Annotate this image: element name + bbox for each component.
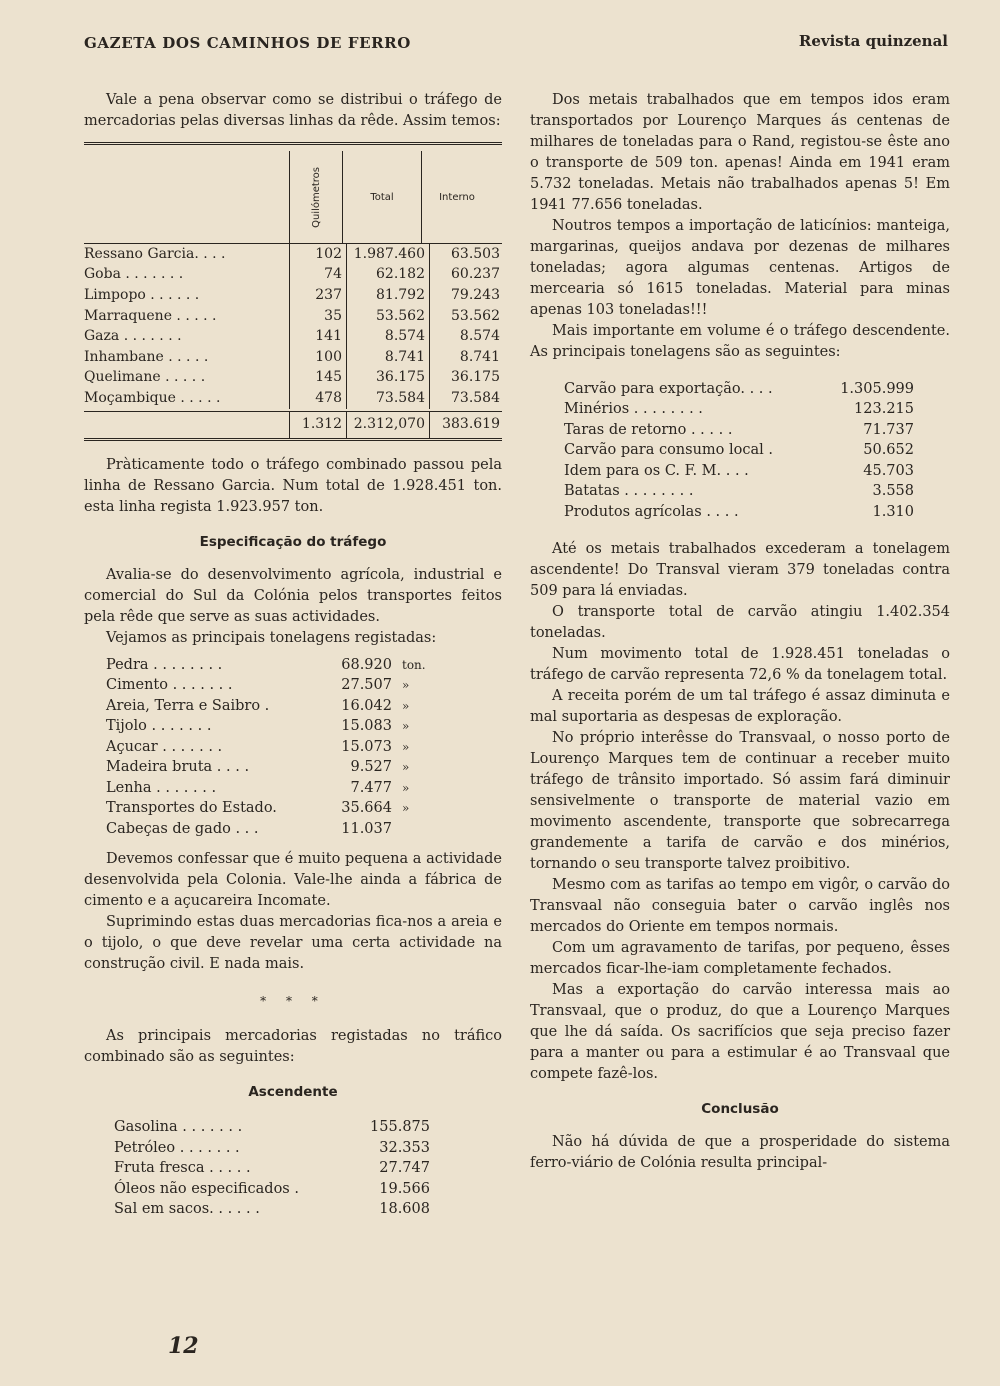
line-interno: 60.237 (429, 265, 500, 286)
list-item (564, 420, 950, 441)
item-name: Carvão para exportação. . . . (564, 380, 773, 397)
paragraph: Mais importante em volume é o tráfego descendente. As principais tonelagens são as seguintes: (530, 323, 950, 360)
table-row (84, 388, 502, 409)
list-item (564, 441, 950, 462)
item-name: Lenha . . . . . . . (106, 779, 217, 796)
item-unit: ton. (402, 657, 426, 672)
line-interno: 8.741 (429, 347, 500, 368)
item-name: Areia, Terra e Saibro . (106, 697, 270, 714)
list-item (114, 1158, 502, 1179)
line-km: 145 (289, 368, 346, 389)
item-value: 15.083 (341, 718, 392, 734)
item-name: Tijolo . . . . . . . (106, 718, 212, 734)
list-item (564, 502, 950, 523)
line-interno: 36.175 (429, 368, 500, 389)
line-interno: 79.243 (429, 285, 500, 306)
line-km: 237 (289, 285, 346, 306)
paragraph: Mas a exportação do carvão interessa mais ao Transvaal, que o produz, do que a Lourenço Marques que lhe dá saída. Os sacrifícios que seja preciso fazer para a manter ou para a estimular é ao Transvaal que compete fazê-los. (530, 981, 950, 1082)
item-value: 7.477 (350, 779, 392, 796)
line-total: 1.987.460 (346, 244, 429, 265)
item-name: Transportes do Estado. (106, 800, 277, 816)
item-unit: » (402, 698, 410, 713)
item-name: Idem para os C. F. M. . . . (564, 462, 749, 479)
list-item (106, 696, 502, 717)
item-value: 11.037 (341, 820, 392, 837)
line-interno: 8.574 (429, 326, 500, 347)
item-value: 32.353 (379, 1139, 430, 1156)
section-heading: Conclusão (701, 1100, 779, 1117)
table-header (84, 151, 502, 244)
item-name: Cimento . . . . . . . (106, 677, 233, 693)
item-unit: » (402, 678, 410, 692)
table-row (84, 285, 502, 306)
line-name: Quelimane . . . . . (84, 369, 206, 386)
item-value: 123.215 (854, 401, 914, 418)
item-value: 71.737 (863, 421, 914, 438)
item-unit: » (402, 801, 410, 815)
paragraph: Até os metais trabalhados excederam a tonelagem ascendente! Do Transval vieram 379 toneladas contra 509 para lá enviadas. (530, 540, 950, 599)
item-value: 3.558 (872, 483, 914, 500)
page-number: 12 (168, 1333, 199, 1359)
table-row (84, 347, 502, 368)
list-item (106, 655, 502, 676)
line-name: Goba . . . . . . . (84, 266, 184, 283)
item-unit: » (402, 760, 410, 774)
section-heading: Ascendente (248, 1084, 338, 1101)
journal-title: GAZETA DOS CAMINHOS DE FERRO (84, 34, 411, 52)
paragraph: No próprio interêsse do Transvaal, o nosso porto de Lourenço Marques tem de continuar a receber muito tráfego de trânsito importado. Só assim fará diminuir sensivelmente o transporte de material vazio em movimento ascendente, transporte que sobrecarrega grandemente a tarifa de carvão e dos minérios, tornando o seu transporte talvez proibitivo. (530, 729, 950, 872)
header-km: Quilómetros (310, 166, 322, 228)
line-name: Ressano Garcia. . . . (84, 245, 226, 262)
paragraph: Dos metais trabalhados que em tempos idos eram transportados por Lourenço Marques ás centenas de milhares de toneladas para o Rand, registou-se êste ano o transporte de 509 ton. apenas! Ainda em 1941 eram 5.732 toneladas. Metais não trabalhados apenas 5! Em 1941 77.656 toneladas. (530, 92, 950, 213)
item-name: Carvão para consumo local . (564, 442, 774, 459)
line-name: Gaza . . . . . . . (84, 328, 182, 345)
paragraph: Mesmo com as tarifas ao tempo em vigôr, o carvão do Transvaal não conseguia bater o carvão inglês nos mercados do Oriente em tempos normais. (530, 876, 950, 935)
list-item (106, 757, 502, 778)
item-name: Sal em sacos. . . . . . (114, 1201, 260, 1217)
item-value: 19.566 (379, 1180, 430, 1197)
paragraph: Avalia-se do desenvolvimento agrícola, industrial e comercial do Sul da Colónia pelos transportes feitos pela rêde que serve as suas actividades. (84, 566, 502, 625)
paragraph: Noutros tempos a importação de laticínios: manteiga, margarinas, queijos andava por dezenas de milhares toneladas; agora algumas centenas. Artigos de mercearia só 1615 toneladas. Material para minas apenas 103 toneladas!!! (530, 218, 950, 318)
table-row (84, 368, 502, 389)
list-item (106, 778, 502, 799)
line-km: 74 (289, 265, 346, 286)
ascendente-list (114, 1117, 502, 1220)
paragraph: Com um agravamento de tarifas, por pequeno, êsses mercados ficar-lhe-iam completamente fechados. (530, 939, 950, 977)
section-separator: * * * (260, 994, 326, 1009)
paragraph: Não há dúvida de que a prosperidade do sistema ferro-viário de Colónia resulta principal- (530, 1133, 950, 1171)
header-interno: Interno (421, 151, 492, 243)
item-value: 15.073 (341, 738, 392, 755)
total-total: 2.312,070 (346, 412, 429, 438)
line-total: 53.562 (346, 306, 429, 327)
item-name: Açucar . . . . . . . (106, 738, 223, 755)
list-item (106, 716, 502, 737)
line-total: 36.175 (346, 368, 429, 389)
item-name: Batatas . . . . . . . . (564, 483, 694, 500)
item-value: 27.507 (341, 677, 392, 693)
header-total: Total (342, 151, 421, 243)
table-row (84, 265, 502, 286)
item-name: Gasolina . . . . . . . (114, 1119, 243, 1135)
line-total: 8.574 (346, 326, 429, 347)
table-row (84, 306, 502, 327)
paragraph: Num movimento total de 1.928.451 toneladas o tráfego de carvão representa 72,6 % da tonelagem total. (530, 645, 950, 683)
paragraph: Vejamos as principais tonelagens registadas: (106, 629, 437, 646)
item-value: 9.527 (350, 759, 392, 775)
list-item (564, 379, 950, 400)
paragraph: Vale a pena observar como se distribui o tráfego de mercadorias pelas diversas linhas da rêde. Assim temos: (84, 92, 502, 129)
paragraph: A receita porém de um tal tráfego é assaz diminuta e mal suportaria as despesas de exploração. (530, 687, 950, 725)
paragraph: Pràticamente todo o tráfego combinado passou pela linha de Ressano Garcia. Num total de 1.928.451 ton. esta linha regista 1.923.957 ton. (84, 456, 502, 515)
item-name: Pedra . . . . . . . . (106, 656, 223, 673)
table-total-row (84, 411, 502, 438)
line-name: Inhambane . . . . . (84, 348, 209, 365)
line-name: Marraquene . . . . . (84, 307, 217, 324)
list-item (114, 1138, 502, 1159)
item-name: Produtos agrícolas . . . . (564, 503, 739, 520)
line-total: 8.741 (346, 347, 429, 368)
paragraph: Suprimindo estas duas mercadorias fica-nos a areia e o tijolo, o que deve revelar uma certa actividade na construção civil. E nada mais. (84, 914, 502, 973)
table-row (84, 326, 502, 347)
item-name: Óleos não especificados . (114, 1180, 299, 1197)
paragraph: O transporte total de carvão atingiu 1.402.354 toneladas. (530, 603, 950, 641)
item-value: 27.747 (379, 1160, 430, 1176)
list-item (114, 1199, 502, 1220)
paragraph: As principais mercadorias registadas no tráfico combinado são as seguintes: (84, 1028, 502, 1066)
line-km: 35 (289, 306, 346, 327)
item-value: 16.042 (341, 697, 392, 714)
traffic-table (84, 142, 502, 441)
item-name: Minérios . . . . . . . . (564, 401, 703, 418)
item-name: Cabeças de gado . . . (106, 820, 259, 837)
right-column (530, 90, 950, 1174)
line-km: 100 (289, 347, 346, 368)
item-name: Madeira bruta . . . . (106, 759, 250, 775)
list-item (106, 798, 502, 819)
item-value: 35.664 (341, 800, 392, 816)
item-value: 1.305.999 (840, 380, 914, 397)
item-value: 1.310 (872, 503, 914, 520)
line-km: 102 (289, 244, 346, 265)
total-km: 1.312 (289, 412, 346, 438)
item-value: 45.703 (863, 462, 914, 479)
list-item (564, 461, 950, 482)
line-km: 141 (289, 326, 346, 347)
line-name: Limpopo . . . . . . (84, 286, 200, 303)
left-column (84, 90, 502, 1220)
item-unit: » (402, 719, 410, 733)
item-value: 68.920 (341, 656, 392, 673)
line-name: Moçambique . . . . . (84, 389, 221, 406)
item-name: Petróleo . . . . . . . (114, 1139, 240, 1156)
list-item (106, 737, 502, 758)
line-total: 62.182 (346, 265, 429, 286)
descendente-list (564, 379, 950, 523)
table-row (84, 244, 502, 265)
total-interno: 383.619 (429, 412, 500, 438)
section-heading: Especificação do tráfego (199, 533, 387, 550)
line-interno: 53.562 (429, 306, 500, 327)
journal-subtitle: Revista quinzenal (798, 32, 948, 50)
item-value: 18.608 (379, 1201, 430, 1217)
goods-list (106, 655, 502, 840)
list-item (564, 482, 950, 503)
line-interno: 63.503 (429, 244, 500, 265)
item-name: Fruta fresca . . . . . (114, 1160, 251, 1176)
line-total: 73.584 (346, 388, 429, 409)
list-item (114, 1117, 502, 1138)
item-name: Taras de retorno . . . . . (564, 421, 733, 438)
list-item (564, 400, 950, 421)
line-interno: 73.584 (429, 388, 500, 409)
item-value: 155.875 (370, 1119, 430, 1135)
table-body (84, 244, 502, 409)
paragraph: Devemos confessar que é muito pequena a actividade desenvolvida pela Colonia. Vale-lhe ainda a fábrica de cimento e a açucareira Incomate. (84, 851, 502, 910)
line-km: 478 (289, 388, 346, 409)
item-unit: » (402, 739, 410, 754)
list-item (106, 675, 502, 696)
item-value: 50.652 (863, 442, 914, 459)
item-unit: » (402, 780, 410, 795)
list-item (114, 1179, 502, 1200)
line-total: 81.792 (346, 285, 429, 306)
list-item (106, 819, 502, 840)
